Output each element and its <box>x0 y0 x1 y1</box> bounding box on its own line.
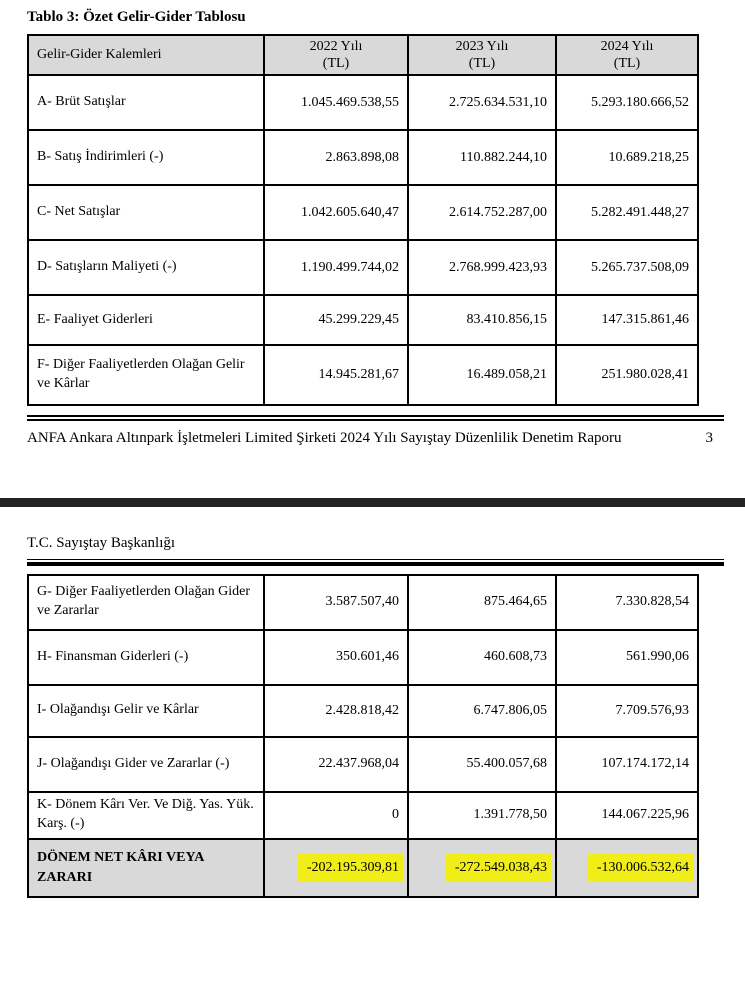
document-page <box>0 9 745 898</box>
value-2022: 2.863.898,08 <box>264 130 408 185</box>
header-2023-year: 2023 Yılı <box>455 38 509 54</box>
value-2024: 10.689.218,25 <box>556 130 698 185</box>
value-2022: 2.428.818,42 <box>264 685 408 737</box>
row-label: B- Satış İndirimleri (-) <box>28 130 264 185</box>
table-row <box>28 685 698 737</box>
value-2024: 7.709.576,93 <box>556 685 698 737</box>
income-statement-table-bottom <box>27 574 699 898</box>
value-2024: 7.330.828,54 <box>556 575 698 630</box>
header-2022 <box>264 35 408 75</box>
table-row <box>28 630 698 685</box>
header-2024-unit: (TL) <box>613 56 641 71</box>
highlighted-value: -272.549.038,43 <box>446 854 551 882</box>
row-label: A- Brüt Satışlar <box>28 75 264 130</box>
header-2024-year: 2024 Yılı <box>600 38 654 54</box>
header-items: Gelir-Gider Kalemleri <box>28 35 264 75</box>
page-number: 3 <box>705 430 713 446</box>
table-row <box>28 345 698 405</box>
table-row <box>28 130 698 185</box>
page-footer <box>27 428 719 450</box>
table-row <box>28 737 698 792</box>
row-label: F- Diğer Faaliyetlerden Olağan Gelir ve Kârlar <box>28 345 264 405</box>
value-2024: 251.980.028,41 <box>556 345 698 405</box>
total-value-2024 <box>556 839 698 897</box>
value-2024: 5.265.737.508,09 <box>556 240 698 295</box>
row-label: J- Olağandışı Gider ve Zararlar (-) <box>28 737 264 792</box>
highlighted-value: -202.195.309,81 <box>298 854 403 882</box>
footer-report-title: ANFA Ankara Altınpark İşletmeleri Limited Şirketi 2024 Yılı Sayıştay Düzenlilik Denetim Raporu <box>27 430 622 446</box>
total-value-2022 <box>264 839 408 897</box>
page-break-bar <box>0 498 745 507</box>
header-2024 <box>556 35 698 75</box>
total-row-label: DÖNEM NET KÂRI VEYA ZARARI <box>28 839 264 897</box>
value-2022: 350.601,46 <box>264 630 408 685</box>
value-2023: 2.725.634.531,10 <box>408 75 556 130</box>
value-2023: 16.489.058,21 <box>408 345 556 405</box>
row-label: I- Olağandışı Gelir ve Kârlar <box>28 685 264 737</box>
value-2024: 107.174.172,14 <box>556 737 698 792</box>
table-row <box>28 792 698 839</box>
row-label: G- Diğer Faaliyetlerden Olağan Gider ve Zararlar <box>28 575 264 630</box>
value-2024: 5.282.491.448,27 <box>556 185 698 240</box>
value-2023: 1.391.778,50 <box>408 792 556 839</box>
value-2023: 83.410.856,15 <box>408 295 556 345</box>
row-label: C- Net Satışlar <box>28 185 264 240</box>
page2-header: T.C. Sayıştay Başkanlığı <box>27 534 176 551</box>
header-2022-unit: (TL) <box>322 56 350 71</box>
value-2023: 875.464,65 <box>408 575 556 630</box>
row-label: H- Finansman Giderleri (-) <box>28 630 264 685</box>
highlighted-value: -130.006.532,64 <box>588 854 693 882</box>
row-label: E- Faaliyet Giderleri <box>28 295 264 345</box>
value-2022: 1.042.605.640,47 <box>264 185 408 240</box>
value-2022: 45.299.229,45 <box>264 295 408 345</box>
value-2022: 1.190.499.744,02 <box>264 240 408 295</box>
value-2023: 55.400.057,68 <box>408 737 556 792</box>
table-title: Tablo 3: Özet Gelir-Gider Tablosu <box>27 9 246 25</box>
row-label: K- Dönem Kârı Ver. Ve Diğ. Yas. Yük. Karş. (-) <box>28 792 264 839</box>
value-2024: 5.293.180.666,52 <box>556 75 698 130</box>
net-profit-loss-row <box>28 839 698 897</box>
income-statement-table-top <box>27 34 699 406</box>
value-2022: 0 <box>264 792 408 839</box>
table-row <box>28 295 698 345</box>
footer-divider <box>27 415 724 421</box>
header-2023-unit: (TL) <box>468 56 496 71</box>
table-row <box>28 240 698 295</box>
value-2023: 460.608,73 <box>408 630 556 685</box>
value-2023: 2.768.999.423,93 <box>408 240 556 295</box>
value-2022: 3.587.507,40 <box>264 575 408 630</box>
table-header-row <box>28 35 698 75</box>
header-2023 <box>408 35 556 75</box>
value-2023: 110.882.244,10 <box>408 130 556 185</box>
value-2022: 22.437.968,04 <box>264 737 408 792</box>
page2-header-divider <box>27 559 724 566</box>
value-2024: 561.990,06 <box>556 630 698 685</box>
total-value-2023 <box>408 839 556 897</box>
table-row <box>28 185 698 240</box>
value-2022: 14.945.281,67 <box>264 345 408 405</box>
table-row <box>28 75 698 130</box>
value-2022: 1.045.469.538,55 <box>264 75 408 130</box>
value-2023: 2.614.752.287,00 <box>408 185 556 240</box>
row-label: D- Satışların Maliyeti (-) <box>28 240 264 295</box>
value-2024: 144.067.225,96 <box>556 792 698 839</box>
value-2024: 147.315.861,46 <box>556 295 698 345</box>
header-2022-year: 2022 Yılı <box>309 38 363 54</box>
table-row <box>28 575 698 630</box>
value-2023: 6.747.806,05 <box>408 685 556 737</box>
